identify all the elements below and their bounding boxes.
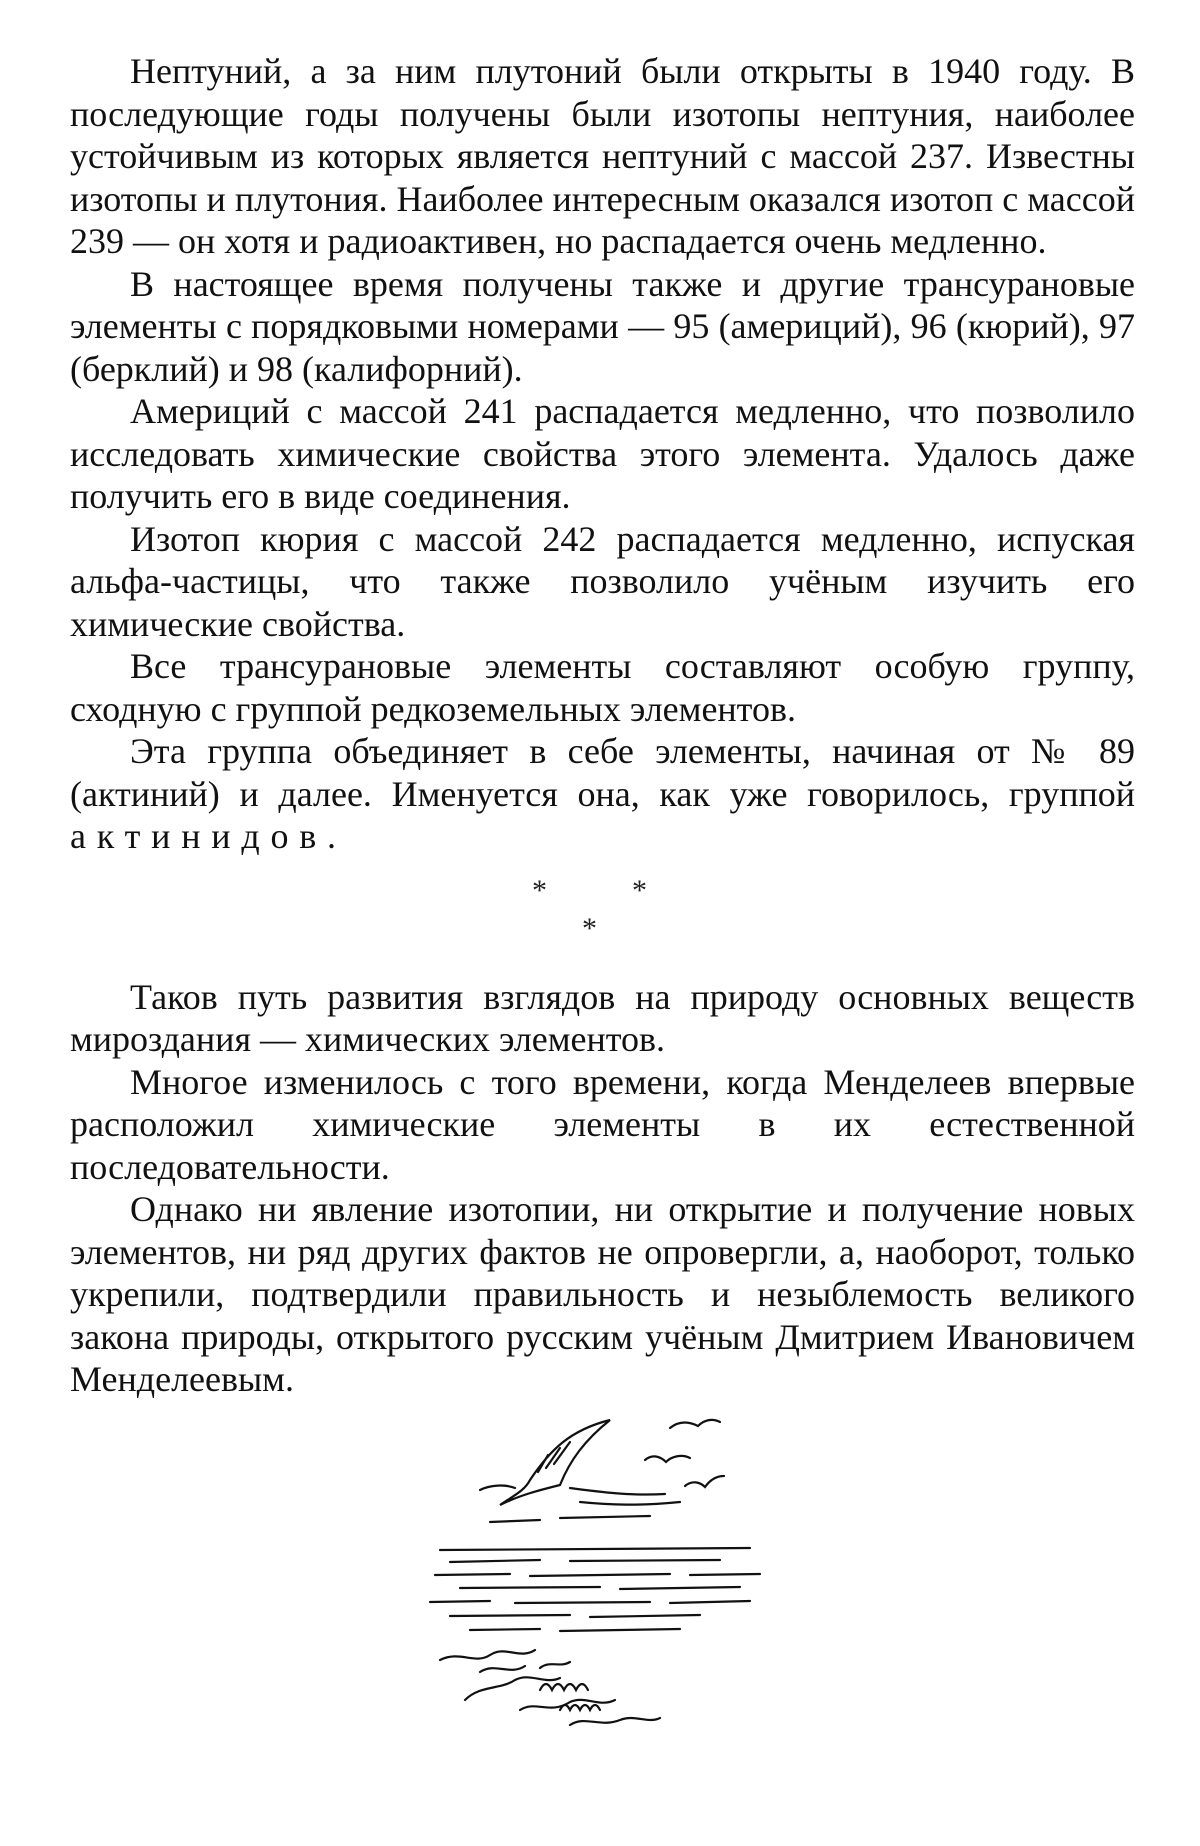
actinides-end: . <box>327 816 337 856</box>
paragraph-group: Все трансурановые элементы составляют особую группу, сходную с группой редкоземельных элементов. <box>70 646 1135 729</box>
paragraph-americium: Америций с массой 241 распадается медленно, что позволило исследовать химические свойства этого элемента. Удалось даже получить его в виде соединения. <box>70 391 1135 516</box>
paragraph-neptunium: Нептуний, а за ним плутоний были открыты в 1940 году. В последующие годы получены были изотопы нептуния, наиболее устойчивым из которых является нептуний с массой 237. Известны изотопы и плутония. Наиболее интересным оказался изотоп с массой 239 — он хотя и радиоактивен, но распадается очень медленно. <box>70 51 1135 261</box>
paragraph-conclusion: Таков путь развития взглядов на природу основных веществ мироздания — химических элементов. <box>70 976 1135 1059</box>
paragraph-transuranium: В настоящее время получены также и другие трансурановые элементы с порядковыми номерами — 95 (америций), 96 (кюрий), 97 (берклий) и 98 (калифорний). <box>70 263 1135 389</box>
seascape-with-birds-icon <box>420 1410 800 1740</box>
actinides-emphasis: актинидов <box>70 816 328 856</box>
page-text <box>70 50 1135 1401</box>
paragraph-actinides <box>70 730 1135 858</box>
separator-star: * <box>632 873 647 907</box>
separator-star: * <box>532 873 547 907</box>
actinides-text: Эта группа объединяет в себе элементы, начиная от № 89 (актиний) и далее. Именуется она, как уже говорилось, группой <box>70 731 1135 814</box>
paragraph-law: Однако ни явление изотопии, ни открытие и получение новых элементов, ни ряд других фактов не опровергли, а, наоборот, только укрепили, подтвердили правильность и незыблемость великого закона природы, открытого русским учёным Дмитрием Ивановичем Менделеевым. <box>70 1189 1135 1399</box>
separator-star: * <box>582 911 597 945</box>
section-separator <box>70 868 1135 956</box>
paragraph-curium: Изотоп кюрия с массой 242 распадается медленно, испуская альфа-частицы, что также позволило учёным изучить его химические свойства. <box>70 518 1135 644</box>
paragraph-mendeleev: Многое изменилось с того времени, когда Менделеев впервые расположил химические элементы в их естественной последовательности. <box>70 1061 1135 1187</box>
